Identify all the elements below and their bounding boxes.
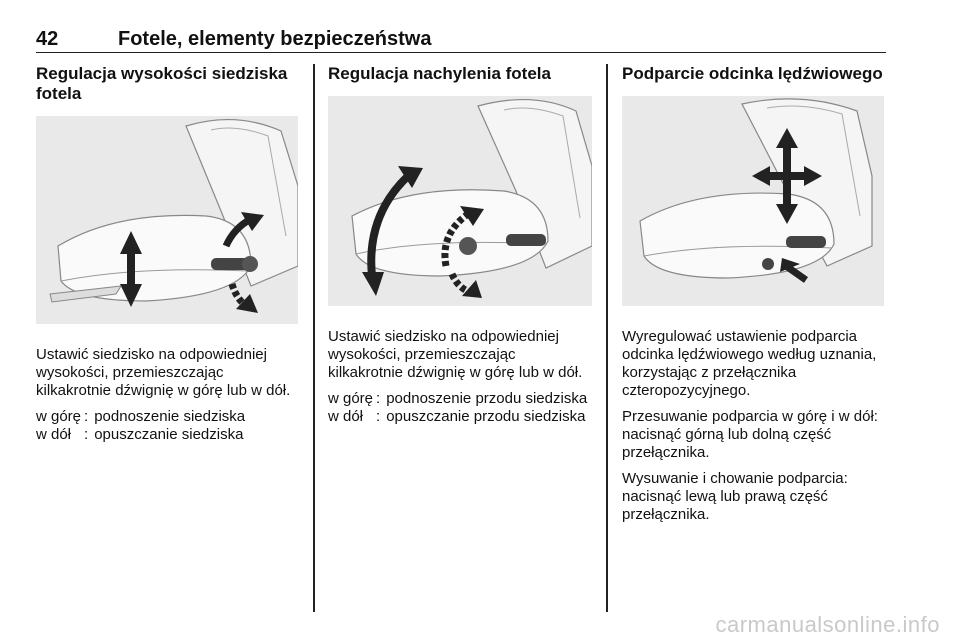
column-divider (606, 64, 608, 612)
definition-key: w dół (328, 408, 364, 425)
lumbar-support-illustration (622, 96, 884, 306)
section-title: Regulacja nachylenia fotela (328, 64, 551, 83)
page-header (36, 22, 886, 53)
section-paragraph: Wysuwanie i chowanie podparcia: nacisnąć lewą lub prawą część przełącznika. (622, 470, 848, 523)
definition-key: w górę (36, 408, 82, 425)
column-divider (313, 64, 315, 612)
section-title: Podparcie odcinka lędźwiowego (622, 64, 883, 83)
page-number: 42 (36, 28, 59, 50)
definition-list (36, 408, 245, 444)
definition-value: podnoszenie siedziska (94, 408, 246, 425)
definition-separator: : (84, 426, 89, 443)
seat-height-illustration (36, 116, 298, 324)
definition-row (328, 408, 587, 426)
definition-separator: : (376, 390, 381, 407)
section-paragraph: Ustawić siedzisko na odpowiedniej wysokości, przemieszczając kilkakrotnie dźwignię w górę lub w dół. (328, 328, 583, 381)
section-paragraph: Wyregulować ustawienie podparcia odcinka lędźwiowego według uznania, korzystając z przełącznika czteropozycyjnego. (622, 328, 877, 399)
definition-value: podnoszenie przodu siedziska (386, 390, 588, 407)
definition-separator: : (376, 408, 381, 425)
section-paragraph: Przesuwanie podparcia w górę i w dół: nacisnąć górną lub dolną część przełącznika. (622, 408, 878, 461)
definition-row (36, 426, 245, 444)
section-lumbar-support (622, 64, 884, 532)
chapter-title: Fotele, elementy bezpieczeństwa (118, 28, 432, 50)
definition-separator: : (84, 408, 89, 425)
definition-value: opuszczanie przodu siedziska (386, 408, 586, 425)
section-seat-tilt (328, 64, 592, 426)
seat-tilt-illustration (328, 96, 592, 306)
definition-row (36, 408, 245, 426)
definition-list (328, 390, 587, 426)
watermark: carmanualsonline.info (715, 612, 940, 637)
definition-row (328, 390, 587, 408)
definition-key: w górę (328, 390, 374, 407)
definition-key: w dół (36, 426, 72, 443)
section-paragraph: Ustawić siedzisko na odpowiedniej wysokości, przemieszczając kilkakrotnie dźwignię w górę lub w dół. (36, 346, 291, 399)
section-seat-height (36, 64, 298, 444)
definition-value: opuszczanie siedziska (94, 426, 244, 443)
section-title: Regulacja wysokości siedziska fotela (36, 64, 288, 103)
